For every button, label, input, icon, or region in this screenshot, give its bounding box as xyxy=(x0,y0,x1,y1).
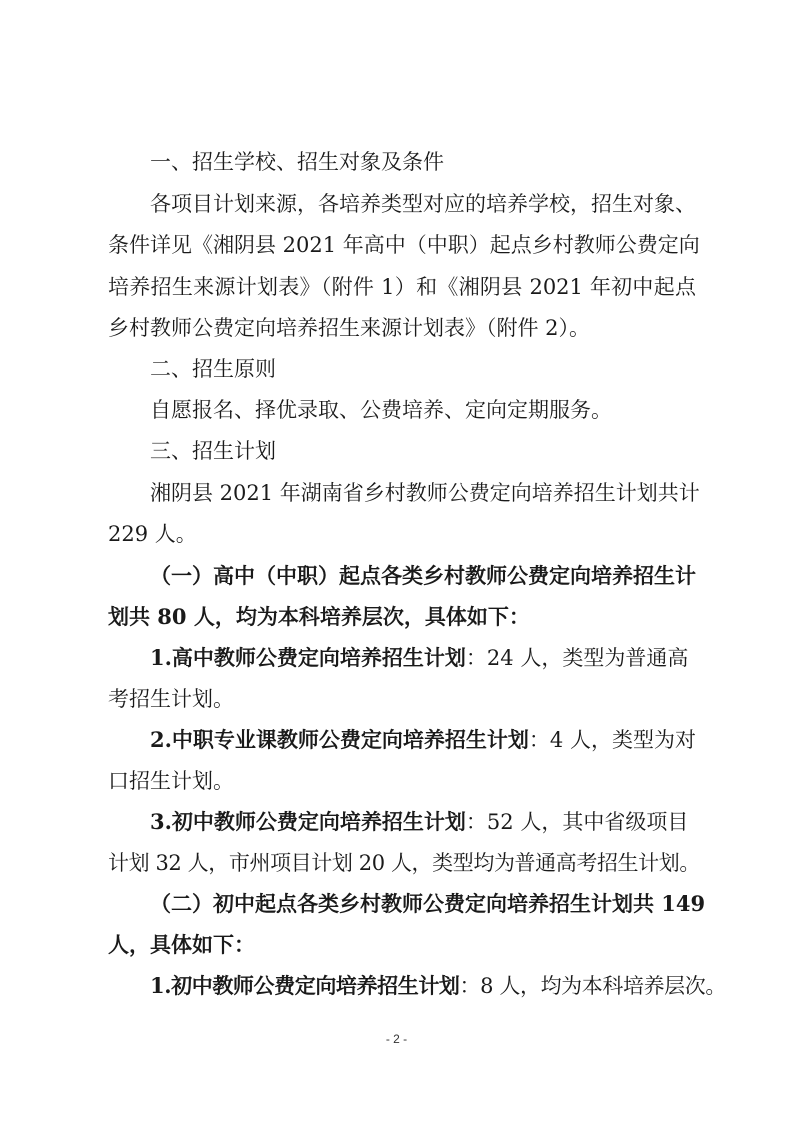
subsection-heading-1-cont: 划共 80 人，均为本科培养层次，具体如下： xyxy=(108,604,530,629)
section-heading-3: 三、招生计划 xyxy=(150,439,276,463)
paragraph-line: 乡村教师公费定向培养招生来源计划表》（附件 2）。 xyxy=(108,316,591,340)
plan-item-text: ：4 人，类型为对 xyxy=(528,728,696,752)
paragraph-line: 条件详见《湘阴县 2021 年高中（中职）起点乡村教师公费定向 xyxy=(108,233,700,257)
plan-item-text: ：52 人，其中省级项目 xyxy=(465,810,689,834)
plan-item-2 xyxy=(150,726,696,754)
paragraph-line: 口招生计划。 xyxy=(108,769,234,793)
paragraph-line: 229 人。 xyxy=(108,522,197,546)
subsection-heading-2-cont: 人，具体如下： xyxy=(108,932,255,957)
paragraph-line: 自愿报名、择优录取、公费培养、定向定期服务。 xyxy=(150,398,612,422)
plan-item-1 xyxy=(150,644,696,672)
section-heading-2: 二、招生原则 xyxy=(150,357,276,381)
plan-item-title: 1.高中教师公费定向培养招生计划 xyxy=(150,645,466,670)
paragraph-line: 湘阴县 2021 年湖南省乡村教师公费定向培养招生计划共计 xyxy=(150,481,700,505)
plan-item-title: 1.初中教师公费定向培养招生计划 xyxy=(150,973,460,998)
section-heading-1: 一、招生学校、招生对象及条件 xyxy=(150,150,444,174)
subsection-heading-1: （一）高中（中职）起点各类乡村教师公费定向培养招生计 xyxy=(150,563,696,588)
page-number: - 2 - xyxy=(385,1032,408,1046)
subsection-heading-2: （二）初中起点各类乡村教师公费定向培养招生计划共 149 xyxy=(150,891,706,916)
plan-item-4 xyxy=(150,972,726,1000)
paragraph-line: 培养招生来源计划表》（附件 1）和《湘阴县 2021 年初中起点 xyxy=(108,275,696,299)
plan-item-text: ：8 人，均为本科培养层次。 xyxy=(459,974,726,998)
plan-item-title: 3.初中教师公费定向培养招生计划 xyxy=(150,809,466,834)
plan-item-3 xyxy=(150,808,696,836)
plan-item-text: ：24 人，类型为普通高 xyxy=(465,646,689,670)
paragraph-line: 考招生计划。 xyxy=(108,687,234,711)
paragraph-line: 计划 32 人，市州项目计划 20 人，类型均为普通高考招生计划。 xyxy=(108,851,700,875)
plan-item-title: 2.中职专业课教师公费定向培养招生计划 xyxy=(150,727,529,752)
paragraph-line: 各项目计划来源，各培养类型对应的培养学校，招生对象、 xyxy=(150,192,696,216)
